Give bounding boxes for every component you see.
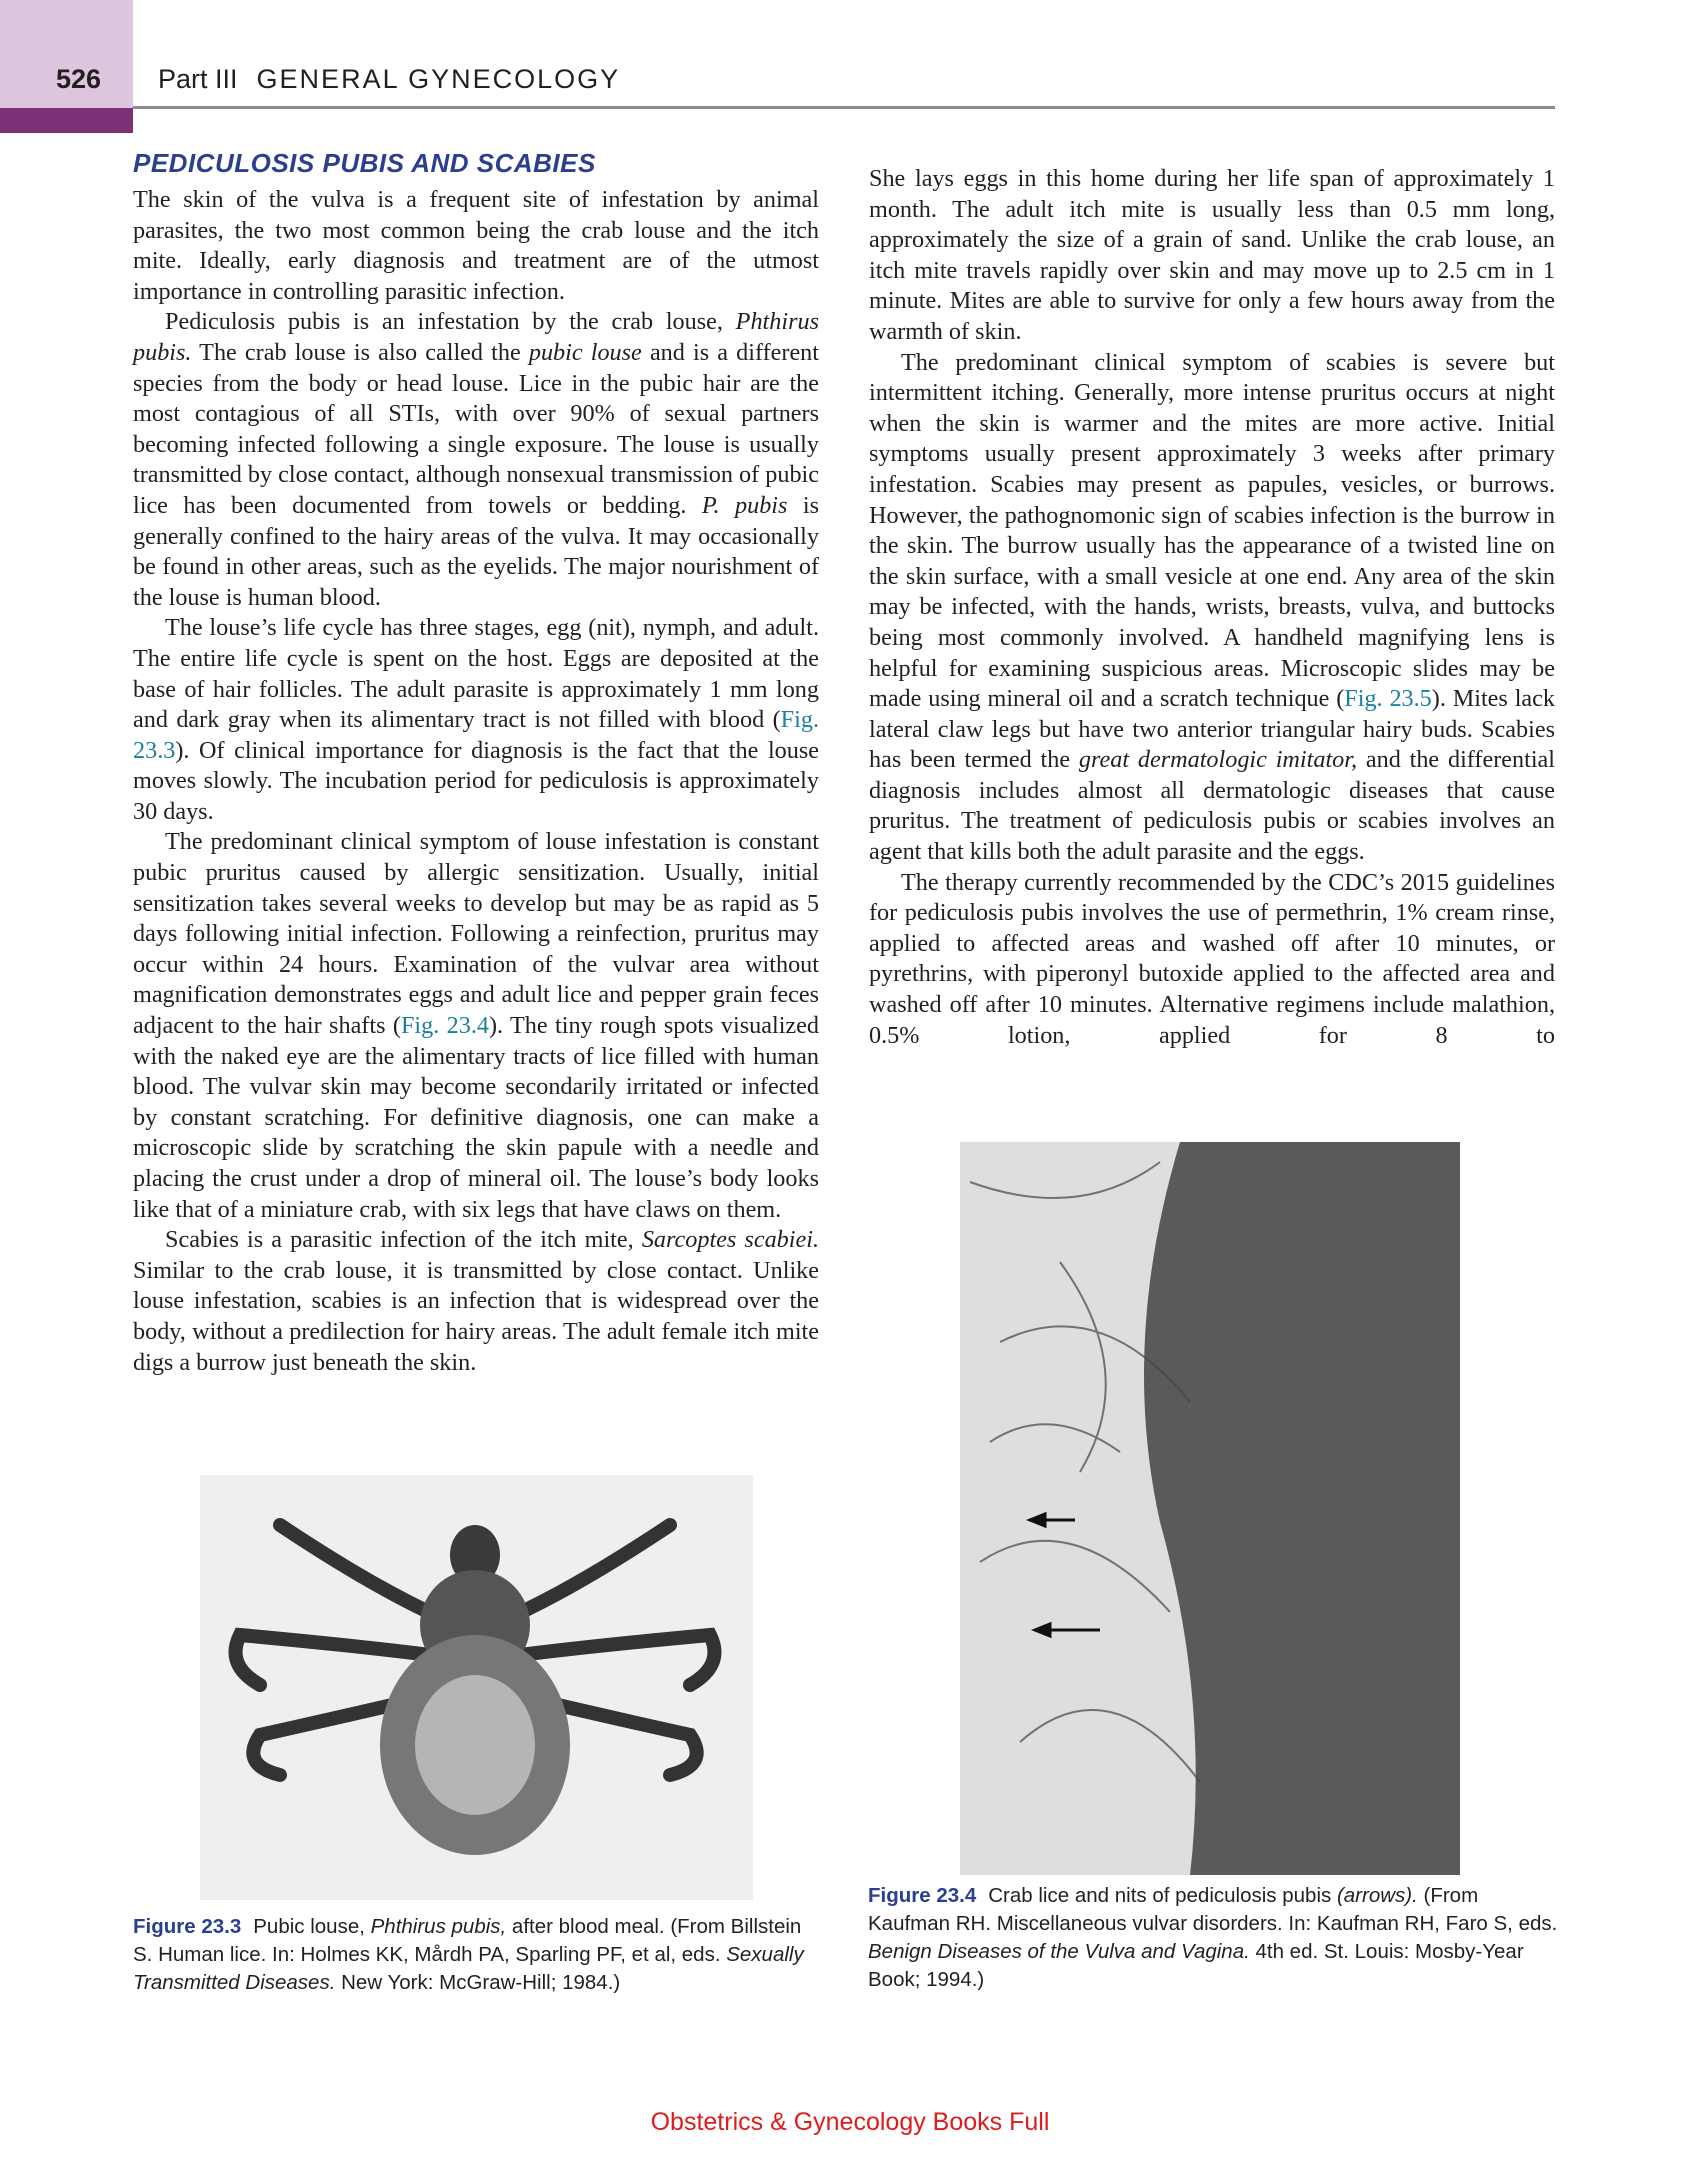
text-run: She lays eggs in this home during her life span of approximately 1 month. The adult itch mite is usually less than 0.5 mm long, approximately the size of a grain of sand. Unlike the crab louse, an itch mite travels rapidly over skin and may move up to 2.5 cm in 1 minute. Mites are able to survive for only a few hours away from the warmth of skin. bbox=[869, 165, 1555, 345]
paragraph bbox=[133, 613, 819, 827]
pubic-hair-photo bbox=[960, 1142, 1460, 1875]
italic-text: (arrows). bbox=[1336, 1884, 1418, 1907]
running-head bbox=[158, 64, 620, 95]
italic-text: Benign Diseases of the Vulva and Vagina. bbox=[868, 1940, 1250, 1963]
text-run: New York: McGraw-Hill; 1984.) bbox=[335, 1971, 621, 1994]
figure-label: Figure 23.4 bbox=[868, 1884, 977, 1907]
louse-illustration bbox=[200, 1475, 753, 1900]
figure-label: Figure 23.3 bbox=[133, 1915, 242, 1938]
text-run: Crab lice and nits of pediculosis pubis bbox=[988, 1884, 1337, 1907]
italic-text: pubic louse bbox=[528, 338, 642, 366]
part-label: Part III bbox=[158, 64, 238, 94]
text-run: The therapy currently recommended by the CDC’s 2015 guidelines for pediculosis pubis involves the use of permethrin, 1% cream rinse, applied to affected areas and washed off after 10 minutes, or pyrethrins, with piperonyl butoxide applied to the affected area and washed off after 10 minutes. Alternative regimens include malathion, 0.5% lotion, applied for 8 to bbox=[869, 868, 1555, 1049]
text-run: is generally confined to the hairy areas of the vulva. It may occasionally be found in other areas, such as the eyelids. The major nourishment of the louse is human blood. bbox=[133, 491, 819, 611]
paragraph bbox=[869, 868, 1555, 1052]
paragraph bbox=[133, 185, 819, 307]
figure-link[interactable]: Fig. 23.5 bbox=[1344, 685, 1432, 713]
figure-link[interactable]: Fig. 23.4 bbox=[400, 1012, 489, 1040]
text-run: Similar to the crab louse, it is transmitted by close contact. Unlike louse infestation, scabies is an infection that is widespread over the body, without a predilection for hairy areas. The adult female itch mite digs a burrow just beneath the skin. bbox=[133, 1256, 819, 1376]
paragraph bbox=[133, 307, 819, 613]
section-heading: PEDICULOSIS PUBIS AND SCABIES bbox=[133, 148, 596, 178]
text-run: after blood meal. (From Billstein S. Human lice. In: Holmes KK, Mårdh PA, Sparling PF, et al, eds. bbox=[133, 1915, 802, 1966]
italic-text: great dermatologic imitator, bbox=[1078, 746, 1358, 774]
text-run: and the differential diagnosis includes almost all dermatologic diseases that cause pruritus. The treatment of pediculosis pubis or scabies involves an agent that kills both the adult parasite and the eggs. bbox=[869, 746, 1555, 866]
right-paragraphs bbox=[869, 164, 1555, 1051]
italic-text: Sexually Transmitted Diseases. bbox=[133, 1943, 804, 1994]
italic-text: P. pubis bbox=[701, 491, 788, 519]
text-run: (From Kaufman RH. Miscellaneous vulvar disorders. In: Kaufman RH, Faro S, eds. bbox=[868, 1884, 1558, 1935]
figure-23-3-image bbox=[200, 1475, 753, 1900]
right-column bbox=[869, 164, 1555, 1051]
figure-23-3-caption bbox=[133, 1913, 823, 1997]
chapter-tab-accent bbox=[0, 108, 133, 133]
text-run: Pediculosis pubis is an infestation by the crab louse, bbox=[165, 308, 736, 336]
paragraph bbox=[133, 1225, 819, 1378]
italic-text: Sarcoptes scabiei. bbox=[641, 1226, 819, 1254]
header-rule bbox=[133, 106, 1555, 109]
paragraph bbox=[869, 164, 1555, 348]
text-run: ). The tiny rough spots visualized with the naked eye are the alimentary tracts of lice filled with human blood. The vulvar skin may become secondarily irritated or infected by constant scratching. For definitive diagnosis, one can make a microscopic slide by scratching the skin papule with a needle and placing the crust under a drop of mineral oil. The louse’s body looks like that of a miniature crab, with six legs that have claws on them. bbox=[133, 1012, 819, 1223]
text-run: Pubic louse, bbox=[253, 1915, 371, 1938]
section-label: GENERAL GYNECOLOGY bbox=[256, 64, 621, 94]
page-number: 526 bbox=[56, 64, 102, 94]
italic-text: Phthirus pubis. bbox=[133, 308, 819, 366]
text-run: The predominant clinical symptom of scabies is severe but intermittent itching. Generally, more intense pruritus occurs at night when the skin is warmer and the mites are more active. Initial symptoms usually present approximately 3 weeks after primary infestation. Scabies may present as papules, vesicles, or burrows. However, the pathognomonic sign of scabies infection is the burrow in the skin. The burrow usually has the appearance of a twisted line on the skin surface, with a small vesicle at one end. Any area of the skin may be infected, with the hands, wrists, breasts, vulva, and buttocks being most commonly involved. A handheld magnifying lens is helpful for examining suspicious areas. Microscopic slides may be made using mineral oil and a scratch technique ( bbox=[869, 348, 1555, 713]
italic-text: Phthirus pubis, bbox=[370, 1915, 507, 1938]
text-run: Scabies is a parasitic infection of the itch mite, bbox=[165, 1226, 642, 1254]
text-run: ). Mites lack lateral claw legs but have two anterior triangular hairy buds. Scabies has been termed the bbox=[869, 685, 1555, 774]
text-run: The crab louse is also called the bbox=[191, 338, 529, 366]
left-paragraphs bbox=[133, 185, 819, 1378]
text-run: The skin of the vulva is a frequent site of infestation by animal parasites, the two most common being the crab louse and the itch mite. Ideally, early diagnosis and treatment are of the utmost importance in controlling parasitic infection. bbox=[133, 186, 819, 305]
text-run: The louse’s life cycle has three stages, egg (nit), nymph, and adult. The entire life cycle is spent on the host. Eggs are deposited at the base of hair follicles. The adult parasite is approximately 1 mm long and dark gray when its alimentary tract is not filled with blood ( bbox=[133, 614, 819, 734]
paragraph bbox=[869, 348, 1555, 868]
text-run: and is a different species from the body or head louse. Lice in the pubic hair are the most contagious of all STIs, with over 90% of sexual partners becoming infected following a single exposure. The louse is usually transmitted by close contact, although nonsexual transmission of pubic lice has been documented from towels or bedding. bbox=[133, 338, 819, 519]
footer-watermark: Obstetrics & Gynecology Books Full bbox=[650, 2108, 1050, 2136]
figure-23-4-caption bbox=[868, 1882, 1558, 1994]
left-column bbox=[133, 148, 819, 1378]
text-run: The predominant clinical symptom of louse infestation is constant pubic pruritus caused by allergic sensitization. Usually, initial sensitization takes several weeks to develop but may be as rapid as 5 days following initial infection. Following a reinfection, pruritus may occur within 24 hours. Examination of the vulvar area without magnification demonstrates eggs and adult lice and pepper grain feces adjacent to the hair shafts ( bbox=[133, 828, 819, 1040]
figure-23-4-image bbox=[960, 1142, 1460, 1875]
figure-link[interactable]: Fig. 23.3 bbox=[133, 706, 819, 764]
text-run: ). Of clinical importance for diagnosis is the fact that the louse moves slowly. The incubation period for pediculosis is approximately 30 days. bbox=[133, 736, 819, 825]
paragraph bbox=[133, 827, 819, 1225]
text-run: 4th ed. St. Louis: Mosby-Year Book; 1994.) bbox=[868, 1940, 1524, 1991]
